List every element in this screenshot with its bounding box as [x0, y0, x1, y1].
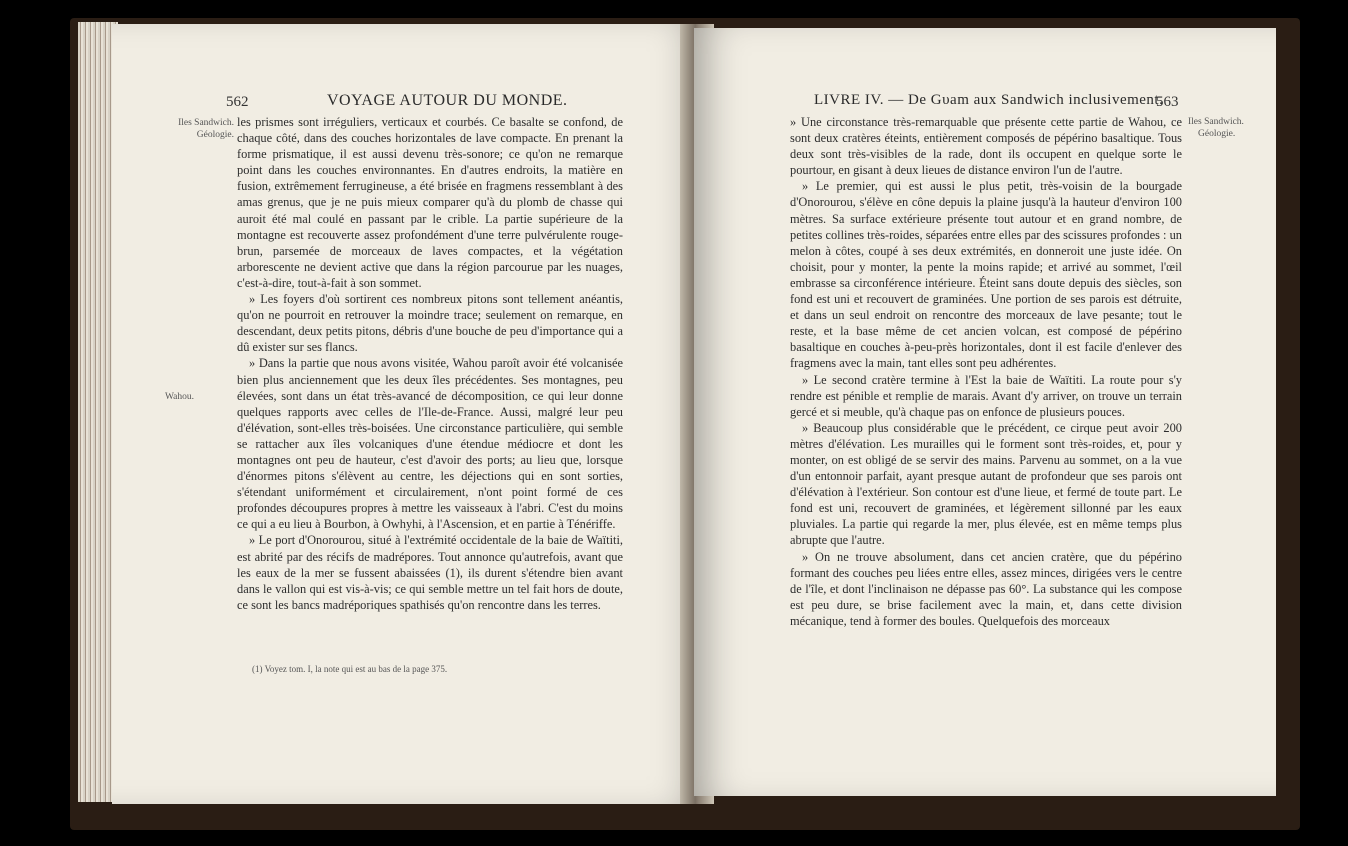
- paragraph: » Le second cratère termine à l'Est la baie de Waïtiti. La route pour s'y rendre est pénible et remplie de marais. Avant d'y arriver, on trouve un terrain gercé et si meuble, qu'à chaque pas on enfonce de plusieurs pouces.: [790, 372, 1182, 419]
- left-margin-note-region: [130, 117, 234, 141]
- paragraph: » Dans la partie que nous avons visitée, Wahou paroît avoir été volcanisée bien plus anciennement que les deux îles précédentes. Ses montagnes, peu élevées, sont dans un état très-avancé de décomposition, ce qui leur donne quelques rapports avec celles de l'Ile-de-France. Aussi, malgré leur peu d'élévation, sont-elles très-boisées. Une circonstance particulière, qui semble se rattacher aux îles volcaniques d'une étendue médiocre et dont les montagnes ont peu de hauteur, c'est d'avoir des ports; au lieu que, lorsque d'énormes pitons s'élèvent au centre, les déjections qui en sont sorties, s'étendant uniformément et circulairement, n'ont point formé de ces profondes découpures propres à mettre les vaisseaux à l'abri. C'est du moins ce qui a eu lieu à Bourbon, à Owhyhi, à l'Ascension, et en partie à Ténériffe.: [237, 356, 623, 532]
- margin-note-geologie: Géologie.: [196, 130, 234, 140]
- right-margin-note-region: [1188, 116, 1270, 140]
- margin-note-wahou: Wahou.: [164, 392, 194, 402]
- margin-note-iles-sandwich: Iles Sandwich.: [1188, 117, 1244, 127]
- margin-note-geologie: Géologie.: [1198, 129, 1236, 139]
- footnote: (1) Voyez tom. I, la note qui est au bas de la page 375.: [252, 664, 448, 674]
- paragraph: » Le port d'Onorourou, situé à l'extrémité occidentale de la baie de Waïtiti, est abrité par des récifs de madrépores. Tout annonce qu'autrefois, avant que les eaux de la mer se fussent abaissées (1), ils durent s'étendre bien avant dans le vallon qui est vis-à-vis; ce qui semble mettre un tel fait hors de doute, ce sont les bancs madréporiques spathisés qu'on rencontre dans les terres.: [237, 533, 623, 612]
- paragraph: » Une circonstance très-remarquable que présente cette partie de Wahou, ce sont deux cratères éteints, entièrement composés de pépérino basaltique. Tous deux sont très-visibles de la rade, dont ils occupent en quelque sorte le pourtour, en gisant à deux lieues de distance environ l'un de l'autre.: [790, 115, 1182, 178]
- left-body-text: [237, 114, 623, 613]
- margin-note-iles-sandwich: Iles Sandwich.: [178, 118, 234, 128]
- left-running-head: VOYAGE AUTOUR DU MONDE.: [327, 92, 568, 109]
- right-page: [694, 28, 1276, 796]
- paragraph: » Le premier, qui est aussi le plus petit, très-voisin de la bourgade d'Onorourou, s'élève en cône depuis la plaine jusqu'à la hauteur d'environ 100 mètres. Sa surface extérieure présente tout autour et en grand nombre, de petites collines très-roides, séparées entre elles par des scissures profondes : un melon à côtes, coupé à ses deux extrémités, en donneroit une juste idée. On choisit, pour y monter, la pente la moins rapide; et arrivé au sommet, l'œil embrasse sa circonférence intérieure. Éteint sans doute depuis des siècles, son fond est uni et recouvert de graminées. Une portion de ses parois est détruite, et dans un seul endroit on rencontre des morceaux de lave pesante; tout le reste, et la base même de cet ancien volcan, est composé de pépérino basaltique en couches à-peu-près horizontales, dont il est facile d'enlever des fragmens avec la main, tant elles sont peu adhérentes.: [790, 179, 1182, 371]
- right-running-head: LIVRE IV. — De Gυam aux Sandwich inclusivement.: [814, 92, 1164, 108]
- left-page: [112, 24, 704, 804]
- paragraph: les prismes sont irréguliers, verticaux et courbés. Ce basalte se confond, de chaque côté, dans des couches horizontales de lave compacte. En prenant la forme prismatique, il est aussi devenu très-sonore; ce qu'on ne remarque point dans les couches environnantes. En d'autres endroits, la matière en fusion, extrêmement ferrugineuse, a été brisée en fragmens ressemblant à des amas grenus, que je ne puis mieux comparer qu'à du plomb de chasse qui auroit été mal coulé en passant par le crible. La partie supérieure de la montagne est recouverte assez profondément d'une terre pulvérulente rouge-brun, parsemée de morceaux de laves compactes, et la végétation arborescente ne devient active que dans la région parcourue par les nuages, c'est-à-dire, tout-à-fait à son sommet.: [237, 115, 623, 290]
- left-page-number: 562: [226, 94, 249, 110]
- right-body-text: [790, 114, 1182, 629]
- paragraph: » Les foyers d'où sortirent ces nombreux pitons sont tellement anéantis, qu'on ne pourroit en retrouver la moindre trace; seulement on remarque, en descendant, deux petits pitons, débris d'une bouche de peu d'importance qui a dû exister sur ses flancs.: [237, 292, 623, 355]
- right-page-number: 563: [1156, 94, 1179, 110]
- paragraph: » Beaucoup plus considérable que le précédent, ce cirque peut avoir 200 mètres d'élévation. Les murailles qui le forment sont très-roides, et, pour y monter, on est obligé de se servir des mains. Parvenu au sommet, on a la vue d'un entonnoir parfait, ayant presque autant de profondeur que ses parois ont d'élévation à l'extérieur. Son contour est d'une lieue, et fermé de toute part. Le fond est uni, recouvert de graminées, et légèrement sillonné par les eaux pluviales. La partie qui regarde la mer, plus élevée, est en même temps plus abrupte que l'autre.: [790, 420, 1182, 548]
- paragraph: » On ne trouve absolument, dans cet ancien cratère, que du pépérino formant des couches peu liées entre elles, assez minces, dirigées vers le centre de l'île, et dont l'inclinaison ne dépasse pas 60°. La substance qui les compose est peu dure, se brise facilement avec la main, et, dans cette division mécanique, tend à former des boules. Quelquefois des morceaux: [790, 549, 1182, 628]
